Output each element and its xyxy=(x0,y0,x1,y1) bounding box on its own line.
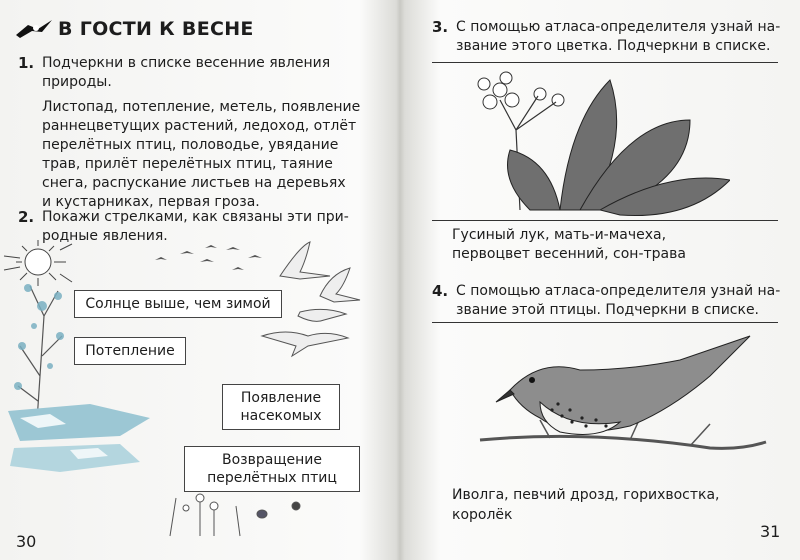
page-title: В ГОСТИ К ВЕСНЕ xyxy=(58,18,254,40)
task1-prompt-line-2: природы. xyxy=(42,74,112,90)
task1-list-line: Листопад, потепление, метель, появление xyxy=(42,99,361,115)
birds-flock-illustration xyxy=(155,245,262,270)
ice-floes-illustration xyxy=(8,404,150,472)
task4-number: 4. xyxy=(432,282,449,300)
task2-prompt-line-2: родные явления. xyxy=(42,228,168,244)
task3-prompt-line-2: звание этого цветка. Подчеркни в списке. xyxy=(456,38,771,54)
task1-list-line: снега, распускание листьев на деревьях xyxy=(42,175,346,191)
task1-list-line: раннецветущих растений, ледоход, отлёт xyxy=(42,118,357,134)
insects-box-line: Появление xyxy=(240,390,322,406)
task2-prompt-line-1: Покажи стрелками, как связаны эти при- xyxy=(42,209,349,225)
task4-options-line: королёк xyxy=(452,507,513,523)
warming-box: Потепление xyxy=(74,337,186,365)
primrose-illustration xyxy=(460,60,730,220)
sun-box: Солнце выше, чем зимой xyxy=(74,290,282,318)
flowers-insects-illustration xyxy=(170,494,300,536)
task1-prompt-line-1: Подчеркни в списке весенние явления xyxy=(42,55,331,71)
task4-options-line: Иволга, певчий дрозд, горихвостка, xyxy=(452,487,720,503)
sun-illustration xyxy=(4,240,72,286)
thrush-illustration xyxy=(470,330,770,470)
insects-box xyxy=(222,384,340,430)
task3-options-line: первоцвет весенний, сон-трава xyxy=(452,246,686,262)
task3-options-line: Гусиный лук, мать-и-мачеха, xyxy=(452,227,667,243)
birds-return-box-line: перелётных птиц xyxy=(207,470,337,486)
task4-prompt-line-1: С помощью атласа-определителя узнай на- xyxy=(456,283,781,299)
swallow-icon xyxy=(14,17,54,41)
birds-return-box xyxy=(184,446,360,492)
insects-box-line: насекомых xyxy=(240,408,322,424)
page-number-right: 31 xyxy=(760,522,781,541)
answer-line xyxy=(432,322,778,323)
task1-list-line: перелётных птиц, половодье, увядание xyxy=(42,137,339,153)
birds-return-box-line: Возвращение xyxy=(222,452,322,468)
task1-list-line: и кустарниках, первая гроза. xyxy=(42,194,260,210)
task3-number: 3. xyxy=(432,18,449,36)
task1-number: 1. xyxy=(18,54,35,72)
task1-list-line: трав, прилёт перелётных птиц, таяние xyxy=(42,156,333,172)
answer-line xyxy=(432,220,778,221)
page-number-left: 30 xyxy=(16,532,37,551)
task2-number: 2. xyxy=(18,208,35,226)
task3-prompt-line-1: С помощью атласа-определителя узнай на- xyxy=(456,19,781,35)
task4-prompt-line-2: звание этой птицы. Подчеркни в списке. xyxy=(456,302,760,318)
